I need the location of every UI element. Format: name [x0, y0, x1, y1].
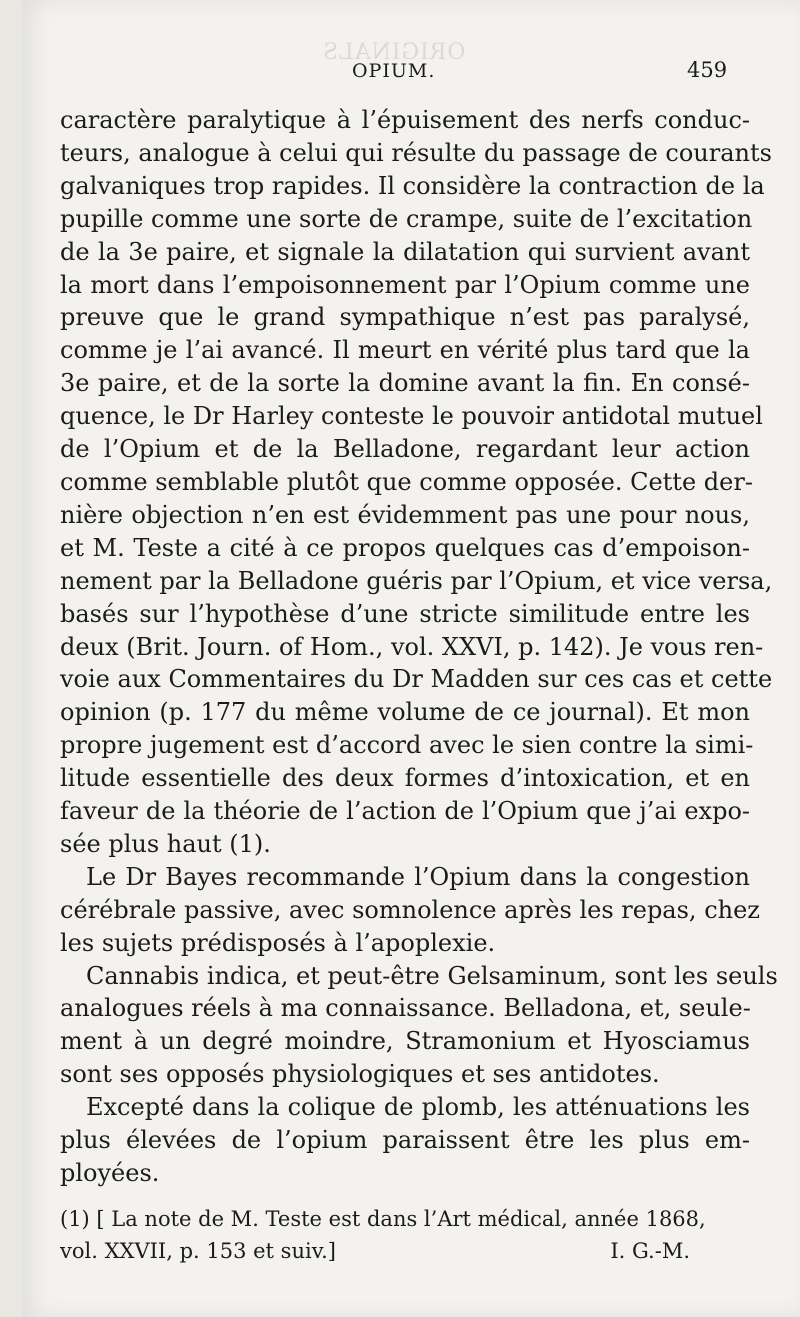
text-line: litude essentielle des deux formes d’intoxication, et en [60, 764, 750, 793]
page-number: 459 [687, 58, 728, 82]
bleed-through-text: ORIGINALS [322, 40, 466, 65]
text-line: teurs, analogue à celui qui résulte du passage de courants [60, 138, 772, 167]
text-line: pupille comme une sorte de crampe, suite de l’excitation [60, 204, 753, 233]
text-line: Le Dr Bayes recommande l’Opium dans la congestion [86, 862, 750, 891]
footnote-signature: I. G.-M. [610, 1239, 690, 1263]
footnote-line-2 [60, 1235, 750, 1267]
book-page [22, 0, 800, 1317]
text-line: faveur de la théorie de l’action de l’Opium que j’ai expo- [60, 797, 750, 826]
text-line: basés sur l’hypothèse d’une stricte similitude entre les [60, 599, 750, 628]
text-line: cérébrale passive, avec somnolence après les repas, chez [60, 895, 760, 924]
text-line: Cannabis indica, et peut-être Gelsaminum, sont les seuls [86, 961, 778, 990]
text-line: propre jugement est d’accord avec le sien contre la simi- [60, 731, 754, 760]
text-line: comme je l’ai avancé. Il meurt en vérité plus tard que la [60, 336, 750, 365]
text-line: plus élevées de l’opium paraissent être les plus em- [60, 1126, 750, 1155]
text-line: analogues réels à ma connaissance. Belladona, et, seule- [60, 994, 751, 1023]
text-line: caractère paralytique à l’épuisement des nerfs conduc- [60, 106, 750, 134]
text-line: la mort dans l’empoisonnement par l’Opium comme une [60, 270, 750, 299]
text-line: ment à un degré moindre, Stramonium et Hyosciamus [60, 1027, 750, 1056]
text-line: comme semblable plutôt que comme opposée. Cette der- [60, 467, 753, 496]
footnote [60, 1203, 750, 1267]
running-title: OPIUM. [352, 60, 436, 82]
text-line: voie aux Commentaires du Dr Madden sur ces cas et cette [60, 665, 773, 694]
text-line: Excepté dans la colique de plomb, les atténuations les [86, 1093, 750, 1122]
text-line: preuve que le grand sympathique n’est pas paralysé, [60, 303, 750, 332]
text-line: sée plus haut (1). [60, 829, 271, 858]
footnote-citation: vol. XXVII, p. 153 et suiv.] [60, 1239, 336, 1263]
footnote-line-1: (1) [ La note de M. Teste est dans l’Art médical, année 1868, [60, 1207, 706, 1231]
text-line: sont ses opposés physiologiques et ses antidotes. [60, 1060, 660, 1089]
text-line: opinion (p. 177 du même volume de ce journal). Et mon [60, 698, 750, 727]
text-line: les sujets prédisposés à l’apoplexie. [60, 928, 496, 957]
text-line: de la 3e paire, et signale la dilatation qui survient avant [60, 237, 750, 266]
text-line: galvaniques trop rapides. Il considère la contraction de la [60, 171, 765, 200]
text-line: deux (Brit. Journ. of Hom., vol. XXVI, p. 142). Je vous ren- [60, 632, 764, 661]
page-header [22, 58, 800, 88]
text-line: nement par la Belladone guéris par l’Opium, et vice versa, [60, 566, 773, 595]
text-line: quence, le Dr Harley conteste le pouvoir antidotal mutuel [60, 402, 763, 431]
body-text [60, 104, 778, 1190]
text-line: 3e paire, et de la sorte la domine avant la fin. En consé- [60, 369, 750, 398]
text-line: et M. Teste a cité à ce propos quelques cas d’empoison- [60, 533, 750, 562]
text-line: de l’Opium et de la Belladone, regardant leur action [60, 435, 750, 464]
text-line: nière objection n’en est évidemment pas une pour nous, [60, 500, 750, 529]
text-line: ployées. [60, 1159, 160, 1187]
